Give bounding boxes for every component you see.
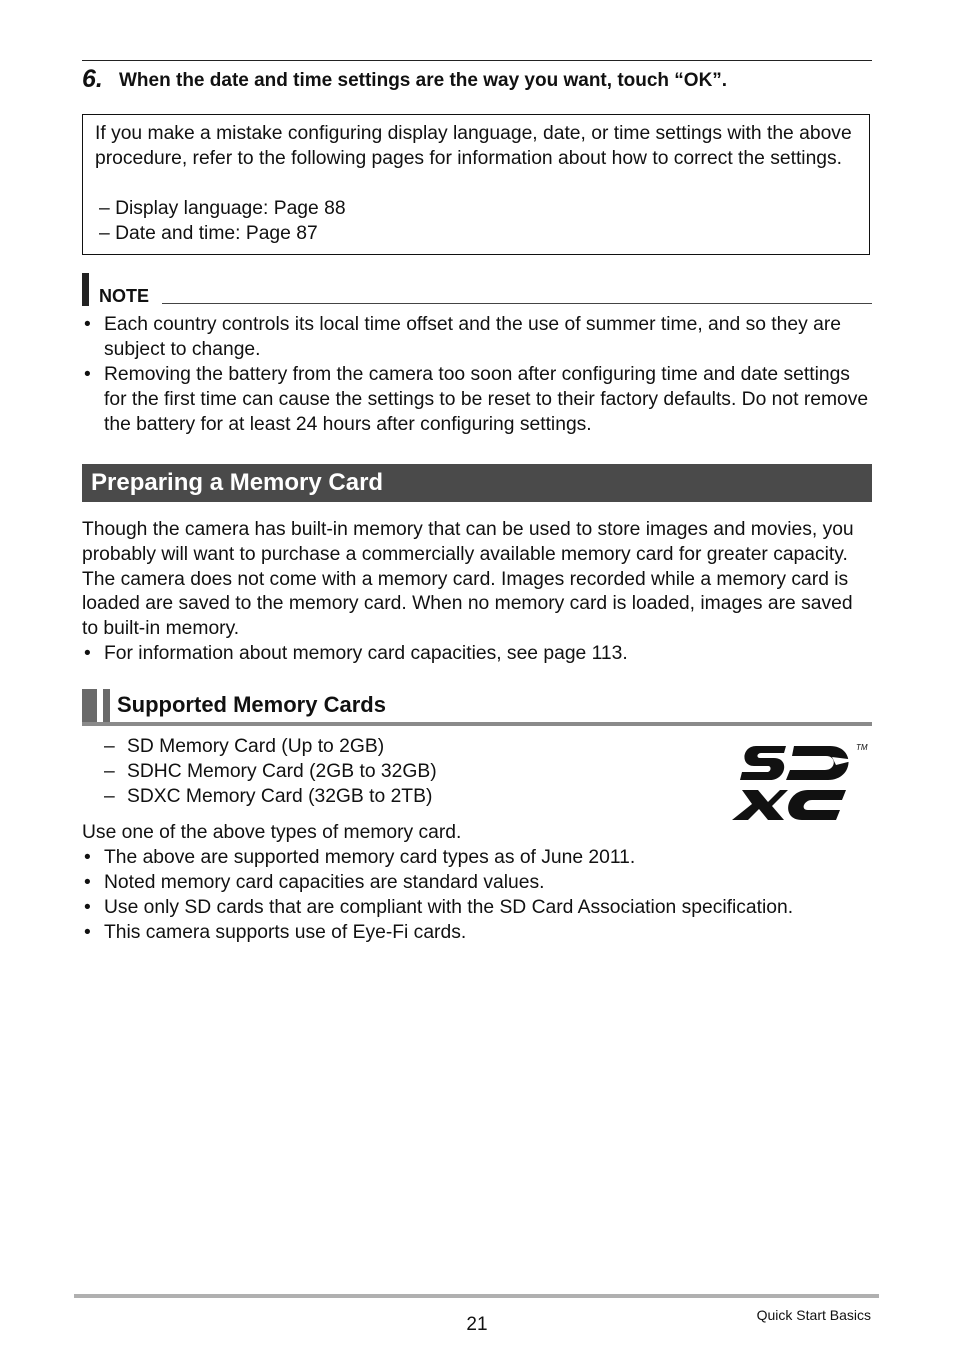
sdxc-logo-icon — [728, 740, 874, 824]
page-number: 21 — [466, 1314, 488, 1335]
info-item-display-language: – Display language: Page 88 — [99, 198, 346, 219]
bullet-icon: • — [84, 847, 91, 868]
dash-icon: – — [104, 761, 115, 782]
note-marker-bar — [82, 273, 89, 306]
card-note: This camera supports use of Eye-Fi cards. — [104, 922, 467, 943]
card-note: Noted memory card capacities are standard values. — [104, 872, 545, 893]
card-type-sdhc: SDHC Memory Card (2GB to 32GB) — [127, 761, 437, 782]
bullet-icon: • — [84, 922, 91, 943]
section-paragraph: Though the camera has built-in memory that can be used to store images and movies, you probably will want to purchase a commercially available memory card for greater capacity. The camera does not come with a memory card. Images recorded while a memory card is loaded are saved to the memory card. When no memory card is loaded, images are saved to built-in memory. — [82, 519, 854, 640]
card-type-sdxc: SDXC Memory Card (32GB to 2TB) — [127, 786, 433, 807]
footer-section-name: Quick Start Basics — [756, 1307, 871, 1323]
usage-text: Use one of the above types of memory card. — [82, 822, 462, 843]
subsection-marker-bar — [103, 689, 110, 723]
section-title: Preparing a Memory Card — [91, 469, 384, 496]
info-item-date-time: – Date and time: Page 87 — [99, 223, 318, 244]
note-label: NOTE — [99, 286, 150, 306]
bullet-icon: • — [84, 872, 91, 893]
note-item: Each country controls its local time offset and the use of summer time, and so they are subject to change. — [104, 314, 841, 360]
step-number: 6. — [82, 65, 103, 93]
bullet-icon: • — [84, 897, 91, 918]
subsection-marker-bar — [82, 689, 97, 723]
top-rule — [82, 60, 872, 61]
bullet-icon: • — [84, 314, 91, 335]
dash-icon: – — [104, 736, 115, 757]
note-item: Removing the battery from the camera too soon after configuring time and date settings for the first time can cause the settings to be reset to their factory defaults. Do not remove the battery for at least 24 hours after configuring settings. — [104, 364, 869, 435]
step-text: When the date and time settings are the way you want, touch “OK”. — [119, 70, 728, 91]
subsection-title: Supported Memory Cards — [117, 692, 386, 717]
bullet-icon: • — [84, 364, 91, 385]
section-bullet: For information about memory card capacities, see page 113. — [104, 643, 628, 664]
footer-rule — [74, 1294, 879, 1298]
card-note: Use only SD cards that are compliant with the SD Card Association specification. — [104, 897, 794, 918]
info-paragraph: If you make a mistake configuring display language, date, or time settings with the above procedure, refer to the following pages for information about how to correct the settings. — [95, 123, 852, 169]
dash-icon: – — [104, 786, 115, 807]
note-rule — [162, 303, 872, 304]
subsection-rule — [82, 722, 872, 726]
bullet-icon: • — [84, 643, 91, 664]
card-note: The above are supported memory card types as of June 2011. — [104, 847, 636, 868]
card-type-sd: SD Memory Card (Up to 2GB) — [127, 736, 385, 757]
trademark-mark: TM — [856, 743, 868, 752]
